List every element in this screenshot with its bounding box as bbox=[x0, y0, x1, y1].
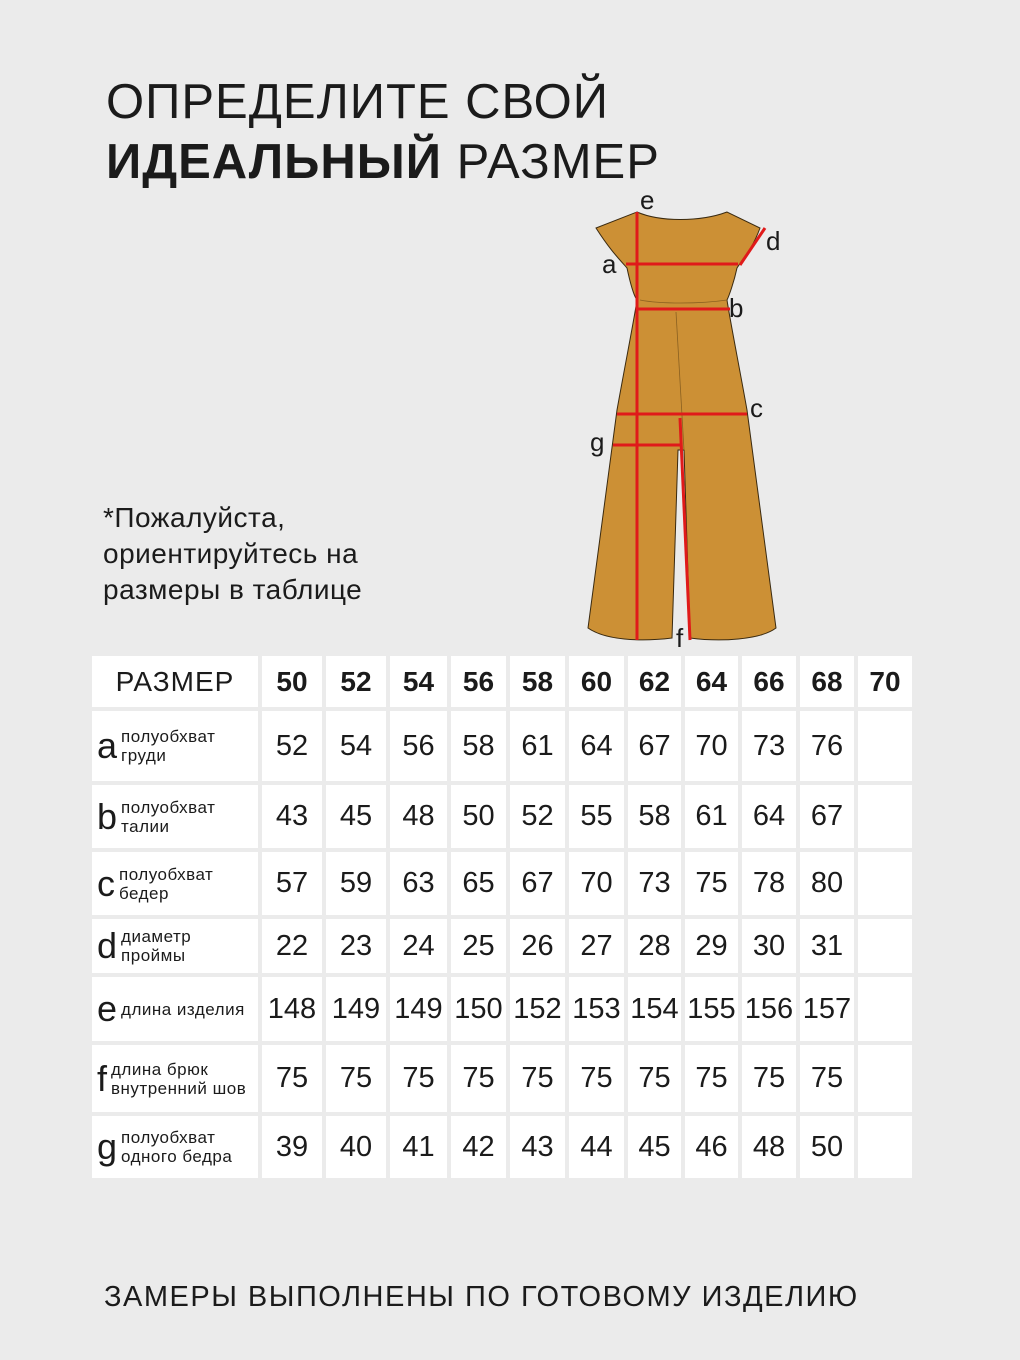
value-cell bbox=[858, 977, 912, 1041]
value-cell bbox=[858, 1116, 912, 1178]
value-cell: 52 bbox=[510, 785, 565, 848]
header-size-label: РАЗМЕР bbox=[92, 656, 258, 707]
value-cell: 67 bbox=[510, 852, 565, 915]
value-cell: 28 bbox=[628, 919, 681, 973]
row-description: полуобхват талии bbox=[121, 797, 216, 836]
table-row bbox=[92, 1045, 912, 1112]
value-cell: 52 bbox=[262, 711, 322, 781]
value-cell: 75 bbox=[510, 1045, 565, 1112]
figure-label-1: d bbox=[766, 226, 781, 256]
row-letter: d bbox=[97, 925, 118, 966]
row-letter: e bbox=[97, 988, 118, 1029]
size-table bbox=[88, 652, 916, 1182]
value-cell: 73 bbox=[628, 852, 681, 915]
value-cell: 152 bbox=[510, 977, 565, 1041]
row-label-cell bbox=[92, 919, 258, 973]
value-cell: 75 bbox=[742, 1045, 796, 1112]
value-cell bbox=[858, 785, 912, 848]
table-header-row bbox=[92, 656, 912, 707]
row-letter: c bbox=[97, 862, 115, 904]
table-row bbox=[92, 852, 912, 915]
header-size-cell: 60 bbox=[569, 656, 624, 707]
value-cell: 57 bbox=[262, 852, 322, 915]
value-cell: 42 bbox=[451, 1116, 506, 1178]
value-cell: 24 bbox=[390, 919, 447, 973]
value-cell: 153 bbox=[569, 977, 624, 1041]
value-cell: 46 bbox=[685, 1116, 738, 1178]
value-cell: 61 bbox=[685, 785, 738, 848]
value-cell: 40 bbox=[326, 1116, 386, 1178]
header-size-cell: 70 bbox=[858, 656, 912, 707]
value-cell: 50 bbox=[451, 785, 506, 848]
row-letter: f bbox=[97, 1057, 108, 1099]
value-cell: 27 bbox=[569, 919, 624, 973]
value-cell: 75 bbox=[451, 1045, 506, 1112]
value-cell: 157 bbox=[800, 977, 854, 1041]
value-cell: 31 bbox=[800, 919, 854, 973]
header-size-cell: 54 bbox=[390, 656, 447, 707]
header-size-cell: 68 bbox=[800, 656, 854, 707]
footer-note: ЗАМЕРЫ ВЫПОЛНЕНЫ ПО ГОТОВОМУ ИЗДЕЛИЮ bbox=[104, 1281, 859, 1313]
value-cell: 50 bbox=[800, 1116, 854, 1178]
row-label-cell bbox=[92, 1045, 258, 1112]
value-cell: 29 bbox=[685, 919, 738, 973]
row-label-cell bbox=[92, 785, 258, 848]
value-cell: 156 bbox=[742, 977, 796, 1041]
value-cell: 75 bbox=[628, 1045, 681, 1112]
value-cell: 43 bbox=[262, 785, 322, 848]
value-cell: 39 bbox=[262, 1116, 322, 1178]
value-cell: 75 bbox=[262, 1045, 322, 1112]
row-letter: b bbox=[97, 795, 118, 837]
value-cell: 78 bbox=[742, 852, 796, 915]
value-cell: 75 bbox=[685, 852, 738, 915]
value-cell: 59 bbox=[326, 852, 386, 915]
value-cell: 65 bbox=[451, 852, 506, 915]
value-cell bbox=[858, 852, 912, 915]
value-cell: 45 bbox=[628, 1116, 681, 1178]
row-description: диаметр проймы bbox=[121, 927, 192, 965]
value-cell: 64 bbox=[569, 711, 624, 781]
header-size-cell: 50 bbox=[262, 656, 322, 707]
header-size-cell: 66 bbox=[742, 656, 796, 707]
figure-label-0: e bbox=[640, 185, 655, 215]
value-cell: 22 bbox=[262, 919, 322, 973]
figure-label-6: f bbox=[676, 623, 684, 653]
table-row bbox=[92, 711, 912, 781]
value-cell: 63 bbox=[390, 852, 447, 915]
figure-label-5: g bbox=[590, 427, 605, 457]
header-size-cell: 52 bbox=[326, 656, 386, 707]
figure-label-4: c bbox=[750, 393, 763, 423]
row-label-cell bbox=[92, 977, 258, 1041]
header-size-cell: 64 bbox=[685, 656, 738, 707]
row-label-cell bbox=[92, 1116, 258, 1178]
row-letter: g bbox=[97, 1126, 118, 1167]
value-cell: 54 bbox=[326, 711, 386, 781]
row-label-cell bbox=[92, 852, 258, 915]
value-cell: 55 bbox=[569, 785, 624, 848]
page-title-rest: РАЗМЕР bbox=[441, 135, 660, 189]
value-cell: 75 bbox=[800, 1045, 854, 1112]
value-cell: 48 bbox=[390, 785, 447, 848]
row-description: длина брюк внутренний шов bbox=[111, 1059, 247, 1098]
row-label-cell bbox=[92, 711, 258, 781]
page-title-bold: ИДЕАЛЬНЫЙ bbox=[106, 135, 442, 189]
value-cell: 48 bbox=[742, 1116, 796, 1178]
value-cell bbox=[858, 919, 912, 973]
value-cell bbox=[858, 711, 912, 781]
value-cell: 75 bbox=[326, 1045, 386, 1112]
value-cell: 45 bbox=[326, 785, 386, 848]
header-size-cell: 56 bbox=[451, 656, 506, 707]
value-cell bbox=[858, 1045, 912, 1112]
value-cell: 44 bbox=[569, 1116, 624, 1178]
value-cell: 150 bbox=[451, 977, 506, 1041]
value-cell: 58 bbox=[628, 785, 681, 848]
row-letter: a bbox=[97, 725, 118, 766]
value-cell: 149 bbox=[326, 977, 386, 1041]
value-cell: 67 bbox=[800, 785, 854, 848]
value-cell: 80 bbox=[800, 852, 854, 915]
value-cell: 41 bbox=[390, 1116, 447, 1178]
value-cell: 76 bbox=[800, 711, 854, 781]
row-description: длина изделия bbox=[121, 999, 245, 1019]
value-cell: 149 bbox=[390, 977, 447, 1041]
header-size-cell: 62 bbox=[628, 656, 681, 707]
value-cell: 75 bbox=[390, 1045, 447, 1112]
value-cell: 61 bbox=[510, 711, 565, 781]
value-cell: 73 bbox=[742, 711, 796, 781]
value-cell: 154 bbox=[628, 977, 681, 1041]
value-cell: 67 bbox=[628, 711, 681, 781]
value-cell: 25 bbox=[451, 919, 506, 973]
value-cell: 23 bbox=[326, 919, 386, 973]
table-row bbox=[92, 919, 912, 973]
jumpsuit-diagram bbox=[560, 180, 820, 660]
figure-label-2: a bbox=[602, 249, 617, 279]
value-cell: 64 bbox=[742, 785, 796, 848]
value-cell: 70 bbox=[685, 711, 738, 781]
value-cell: 56 bbox=[390, 711, 447, 781]
size-note: *Пожалуйста, ориентируйтесь на размеры в таблице bbox=[103, 502, 363, 605]
table-row bbox=[92, 1116, 912, 1178]
value-cell: 43 bbox=[510, 1116, 565, 1178]
figure-label-3: b bbox=[729, 293, 744, 323]
value-cell: 26 bbox=[510, 919, 565, 973]
row-description: полуобхват груди bbox=[121, 727, 216, 765]
value-cell: 70 bbox=[569, 852, 624, 915]
value-cell: 155 bbox=[685, 977, 738, 1041]
value-cell: 75 bbox=[569, 1045, 624, 1112]
row-description: полуобхват одного бедра bbox=[121, 1128, 233, 1166]
value-cell: 75 bbox=[685, 1045, 738, 1112]
page-title-line1: ОПРЕДЕЛИТЕ СВОЙ bbox=[106, 75, 609, 129]
table-row bbox=[92, 785, 912, 848]
header-size-cell: 58 bbox=[510, 656, 565, 707]
value-cell: 58 bbox=[451, 711, 506, 781]
row-description: полуобхват бедер bbox=[119, 864, 214, 903]
value-cell: 148 bbox=[262, 977, 322, 1041]
value-cell: 30 bbox=[742, 919, 796, 973]
table-row bbox=[92, 977, 912, 1041]
